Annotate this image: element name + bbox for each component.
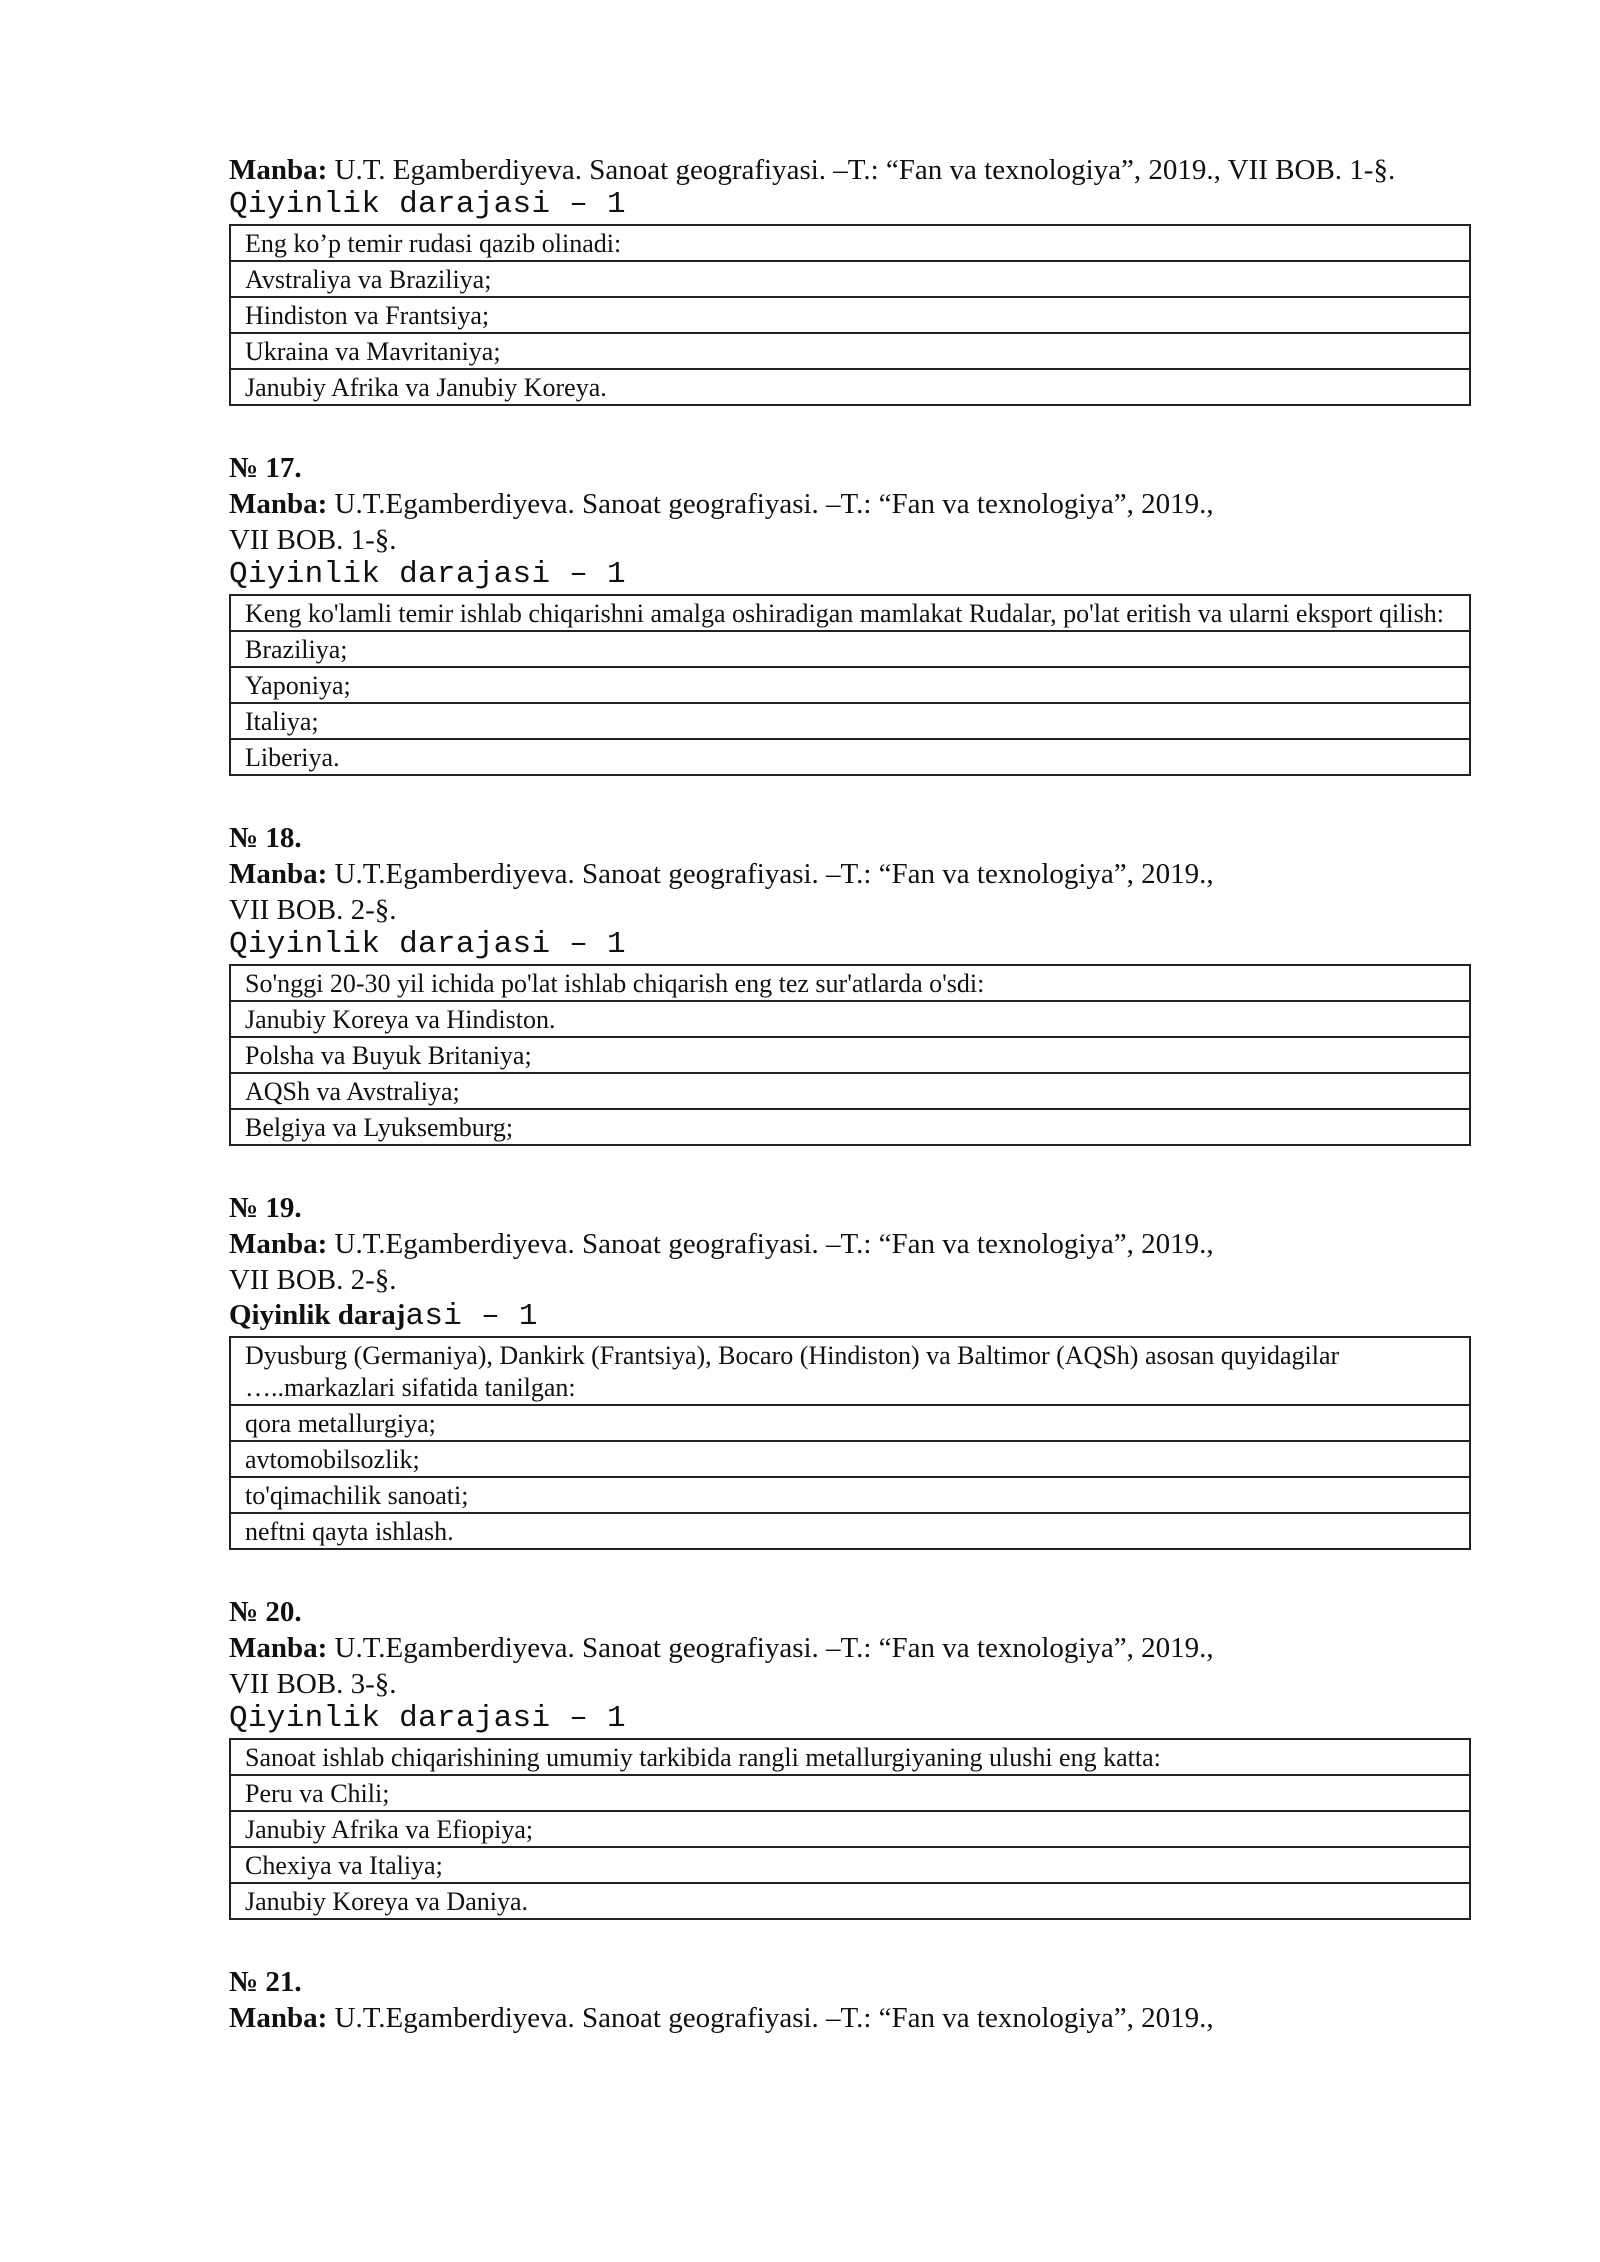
source-text: U.T.Egamberdiyeva. Sanoat geografiyasi. –T.: “Fan va texnologiya”, 2019.,	[327, 2002, 1214, 2034]
table-row	[230, 631, 1470, 667]
answer-option: to'qimachilik sanoati;	[230, 1477, 1470, 1513]
source-line	[229, 2000, 1471, 2036]
question-text: Dyusburg (Germaniya), Dankirk (Frantsiya), Bocaro (Hindiston) va Baltimor (AQSh) asosan quyidagilar …..markazlari sifatida tanilgan:	[230, 1337, 1470, 1405]
source-label: Manba:	[229, 1632, 328, 1664]
source-chapter: VII BOB. 3-§.	[229, 1668, 397, 1700]
question-table	[229, 224, 1471, 406]
answer-option: Ukraina va Mavritaniya;	[230, 333, 1470, 369]
source-line	[229, 152, 1471, 188]
question-table	[229, 1738, 1471, 1920]
answer-option: neftni qayta ishlash.	[230, 1513, 1470, 1549]
answer-option: Liberiya.	[230, 739, 1470, 775]
table-row	[230, 1883, 1470, 1919]
table-row	[230, 1337, 1470, 1405]
source-label: Manba:	[229, 858, 328, 890]
table-row	[230, 965, 1470, 1001]
answer-option: Yaponiya;	[230, 667, 1470, 703]
source-text: U.T.Egamberdiyeva. Sanoat geografiyasi. –T.: “Fan va texnologiya”, 2019.,	[327, 1632, 1214, 1664]
answer-option: Janubiy Afrika va Efiopiya;	[230, 1811, 1470, 1847]
question-17	[229, 450, 1471, 776]
source-line	[229, 486, 1471, 522]
source-text: U.T.Egamberdiyeva. Sanoat geografiyasi. –T.: “Fan va texnologiya”, 2019.,	[327, 488, 1214, 520]
table-row	[230, 333, 1470, 369]
question-text: So'nggi 20-30 yil ichida po'lat ishlab chiqarish eng tez sur'atlarda o'sdi:	[230, 965, 1470, 1001]
question-table	[229, 594, 1471, 776]
table-row	[230, 1775, 1470, 1811]
answer-option: Janubiy Koreya va Hindiston.	[230, 1001, 1470, 1037]
source-text: U.T. Egamberdiyeva. Sanoat geografiyasi. –T.: “Fan va texnologiya”, 2019., VII BOB. 1-§.	[327, 154, 1396, 186]
source-line	[229, 1226, 1471, 1262]
source-line	[229, 1630, 1471, 1666]
table-row	[230, 1513, 1470, 1549]
question-table	[229, 964, 1471, 1146]
table-row	[230, 1001, 1470, 1037]
source-chapter: VII BOB. 1-§.	[229, 524, 397, 556]
question-number: № 20.	[229, 1596, 302, 1628]
answer-option: avtomobilsozlik;	[230, 1441, 1470, 1477]
source-text: U.T.Egamberdiyeva. Sanoat geografiyasi. –T.: “Fan va texnologiya”, 2019.,	[327, 1228, 1214, 1260]
answer-option: Peru va Chili;	[230, 1775, 1470, 1811]
answer-option: AQSh va Avstraliya;	[230, 1073, 1470, 1109]
question-number: № 17.	[229, 452, 302, 484]
difficulty-level-bold: Qiyinlik daraj	[229, 1299, 406, 1331]
table-row	[230, 703, 1470, 739]
question-text: Keng ko'lamli temir ishlab chiqarishni amalga oshiradigan mamlakat Rudalar, po'lat eritish va ularni eksport qilish:	[230, 595, 1470, 631]
question-number: № 19.	[229, 1192, 302, 1224]
difficulty-level-rest: asi – 1	[405, 1299, 538, 1334]
answer-option: Braziliya;	[230, 631, 1470, 667]
answer-option: Janubiy Koreya va Daniya.	[230, 1883, 1470, 1919]
table-row	[230, 261, 1470, 297]
answer-option: Janubiy Afrika va Janubiy Koreya.	[230, 369, 1470, 405]
question-number: № 21.	[229, 1966, 302, 1998]
document-page	[229, 152, 1471, 2036]
question-19	[229, 1190, 1471, 1550]
source-label: Manba:	[229, 488, 328, 520]
source-label: Manba:	[229, 1228, 328, 1260]
table-row	[230, 1477, 1470, 1513]
difficulty-level	[229, 1298, 1471, 1334]
source-chapter: VII BOB. 2-§.	[229, 894, 397, 926]
question-text: Sanoat ishlab chiqarishining umumiy tarkibida rangli metallurgiyaning ulushi eng katta:	[230, 1739, 1470, 1775]
question-number: № 18.	[229, 822, 302, 854]
question-18	[229, 820, 1471, 1146]
table-row	[230, 1073, 1470, 1109]
table-row	[230, 225, 1470, 261]
answer-option: Italiya;	[230, 703, 1470, 739]
question-21	[229, 1964, 1471, 2036]
difficulty-level: Qiyinlik darajasi – 1	[229, 927, 626, 962]
difficulty-level: Qiyinlik darajasi – 1	[229, 1701, 626, 1736]
table-row	[230, 1109, 1470, 1145]
answer-option: Chexiya va Italiya;	[230, 1847, 1470, 1883]
question-16-tail	[229, 152, 1471, 406]
answer-option: Avstraliya va Braziliya;	[230, 261, 1470, 297]
source-text: U.T.Egamberdiyeva. Sanoat geografiyasi. –T.: “Fan va texnologiya”, 2019.,	[327, 858, 1214, 890]
question-20	[229, 1594, 1471, 1920]
answer-option: Hindiston va Frantsiya;	[230, 297, 1470, 333]
difficulty-level: Qiyinlik darajasi – 1	[229, 557, 626, 592]
question-text: Eng ko’p temir rudasi qazib olinadi:	[230, 225, 1470, 261]
source-label: Manba:	[229, 154, 328, 186]
table-row	[230, 1739, 1470, 1775]
source-chapter: VII BOB. 2-§.	[229, 1264, 397, 1296]
answer-option: Polsha va Buyuk Britaniya;	[230, 1037, 1470, 1073]
source-line	[229, 856, 1471, 892]
table-row	[230, 1441, 1470, 1477]
answer-option: Belgiya va Lyuksemburg;	[230, 1109, 1470, 1145]
table-row	[230, 1811, 1470, 1847]
table-row	[230, 667, 1470, 703]
table-row	[230, 739, 1470, 775]
table-row	[230, 1405, 1470, 1441]
table-row	[230, 595, 1470, 631]
difficulty-level: Qiyinlik darajasi – 1	[229, 187, 626, 222]
table-row	[230, 297, 1470, 333]
source-label: Manba:	[229, 2002, 328, 2034]
answer-option: qora metallurgiya;	[230, 1405, 1470, 1441]
question-table	[229, 1336, 1471, 1550]
table-row	[230, 1037, 1470, 1073]
table-row	[230, 1847, 1470, 1883]
table-row	[230, 369, 1470, 405]
